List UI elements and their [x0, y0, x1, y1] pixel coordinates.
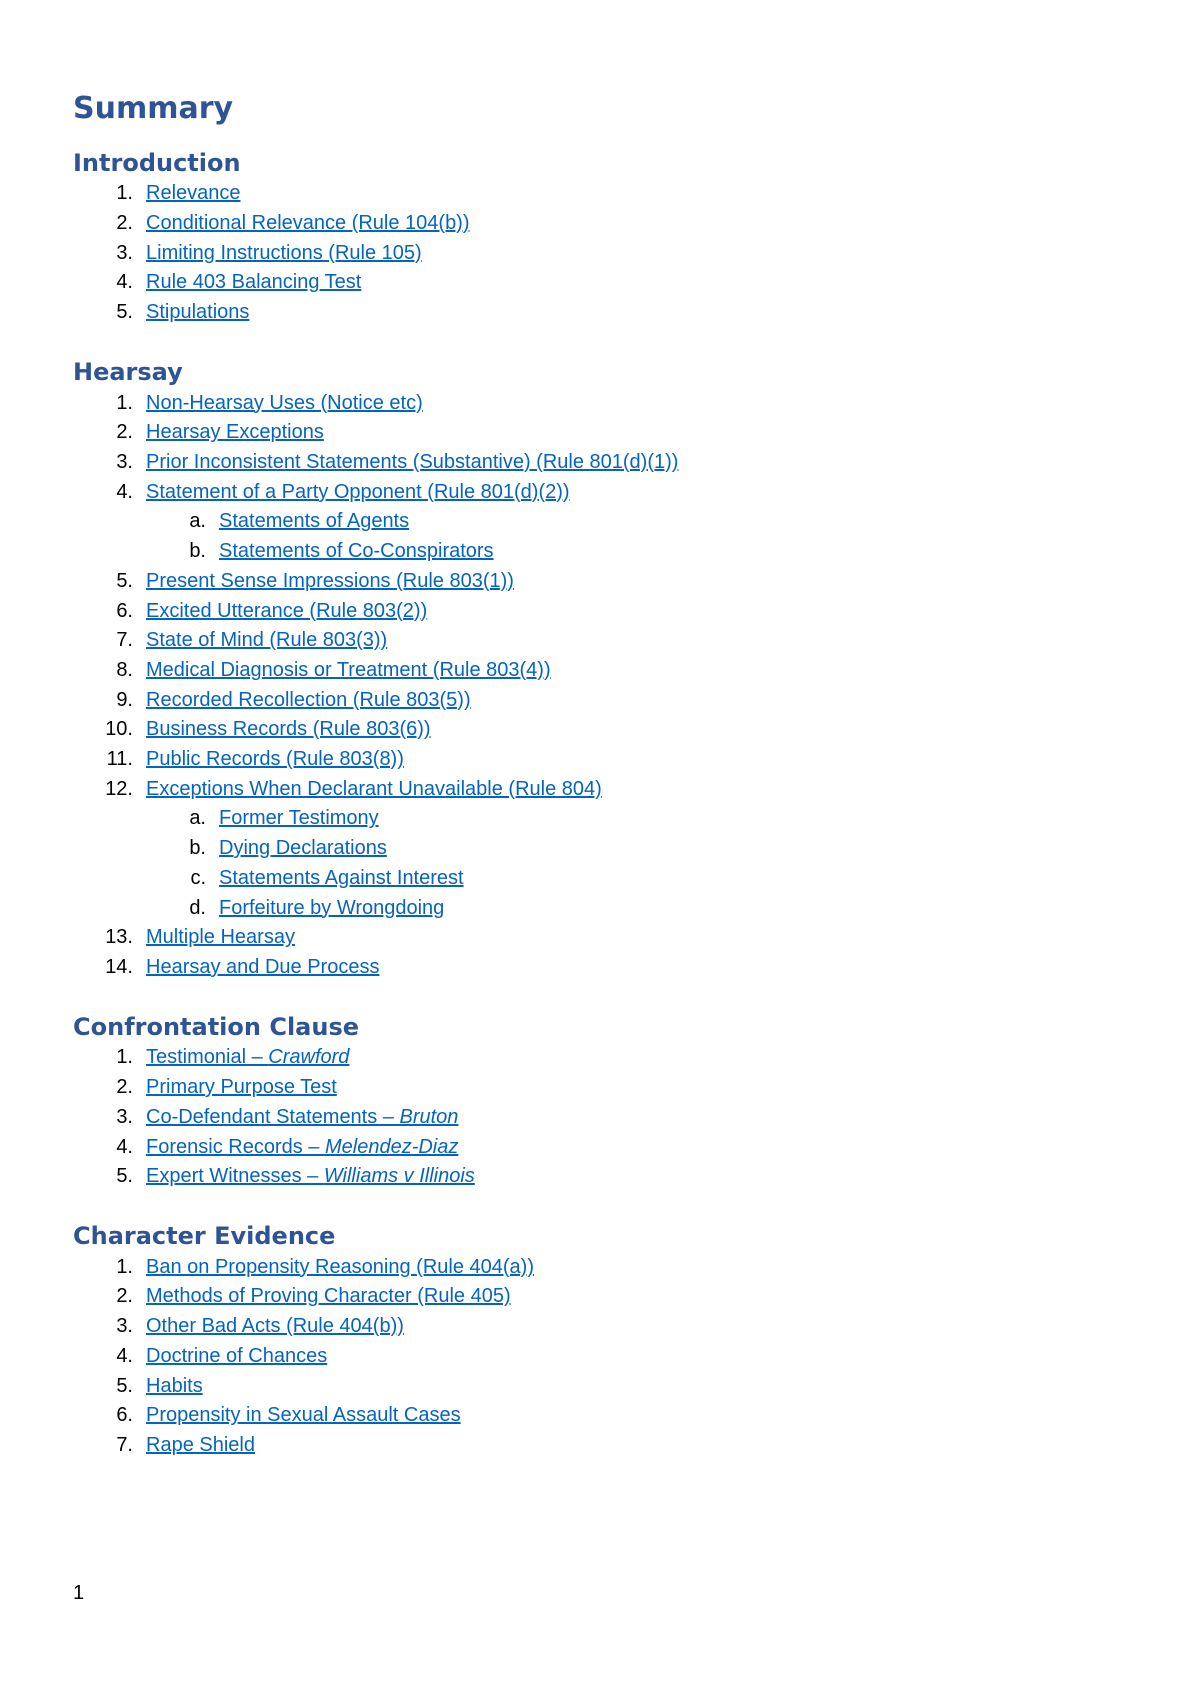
toc-link-text: Public Records (Rule 803(8))	[146, 748, 404, 771]
list-number: 4.	[116, 480, 133, 503]
toc-link-text: Expert Witnesses –	[146, 1165, 324, 1188]
toc-sublink[interactable]: Statements of Co-Conspirators	[219, 540, 494, 563]
toc-item	[73, 775, 1133, 805]
toc-item	[73, 1372, 1133, 1402]
toc-subitem	[73, 804, 1133, 834]
list-letter: a.	[189, 807, 206, 830]
list-number: 12.	[105, 777, 133, 800]
toc-item	[73, 923, 1133, 953]
toc-link[interactable]	[146, 421, 324, 443]
toc-link[interactable]	[146, 1136, 458, 1158]
list-number: 1.	[116, 1255, 133, 1278]
toc-link[interactable]	[146, 718, 431, 740]
toc-link[interactable]	[146, 212, 470, 234]
toc-link[interactable]	[146, 1375, 203, 1397]
toc-item	[73, 1103, 1133, 1133]
toc-item	[73, 953, 1133, 983]
list-number: 2.	[116, 1285, 133, 1308]
list-number: 4.	[116, 271, 133, 294]
toc-link[interactable]	[146, 1076, 337, 1098]
toc-list	[73, 1043, 1133, 1192]
toc-link[interactable]	[146, 778, 602, 800]
case-name: Crawford	[268, 1046, 350, 1069]
toc-link-text: Hearsay and Due Process	[146, 955, 380, 978]
list-number: 8.	[116, 658, 133, 681]
list-number: 1.	[116, 182, 133, 205]
toc-item	[73, 1162, 1133, 1192]
page-number: 1	[73, 1582, 85, 1604]
toc-sublink[interactable]: Former Testimony	[219, 807, 379, 830]
toc-link-text: Medical Diagnosis or Treatment (Rule 803(4))	[146, 658, 551, 681]
toc-item	[73, 745, 1133, 775]
toc-item	[73, 1401, 1133, 1431]
toc-subitem	[73, 537, 1133, 567]
toc-link[interactable]	[146, 1256, 534, 1278]
toc-link[interactable]	[146, 659, 551, 681]
toc-item	[73, 418, 1133, 448]
list-number: 2.	[116, 1076, 133, 1099]
list-number: 14.	[105, 955, 133, 978]
toc-link-text: Stipulations	[146, 301, 250, 324]
list-number: 5.	[116, 301, 133, 324]
list-number: 1.	[116, 1046, 133, 1069]
toc-link[interactable]	[146, 242, 422, 264]
list-number: 4.	[116, 1344, 133, 1367]
list-number: 5.	[116, 1165, 133, 1188]
toc-item	[73, 1073, 1133, 1103]
toc-link-text: Co-Defendant Statements –	[146, 1105, 400, 1128]
toc-link-text: Relevance	[146, 182, 241, 205]
toc-link-text: State of Mind (Rule 803(3))	[146, 629, 388, 652]
toc-link-text: Exceptions When Declarant Unavailable (Rule 804)	[146, 777, 602, 800]
table-of-contents	[73, 149, 1133, 1461]
list-number: 5.	[116, 1374, 133, 1397]
list-number: 9.	[116, 688, 133, 711]
toc-item	[73, 179, 1133, 209]
toc-link-text: Doctrine of Chances	[146, 1344, 328, 1367]
section-heading: Hearsay	[73, 357, 183, 386]
toc-link-text: Prior Inconsistent Statements (Substantive) (Rule 801(d)(1))	[146, 451, 679, 474]
section-heading: Confrontation Clause	[73, 1012, 360, 1041]
list-number: 7.	[116, 629, 133, 652]
toc-link[interactable]	[146, 926, 295, 948]
toc-link[interactable]	[146, 1165, 475, 1187]
list-number: 2.	[116, 421, 133, 444]
list-number: 1.	[116, 391, 133, 414]
toc-item	[73, 478, 1133, 508]
list-number: 5.	[116, 569, 133, 592]
toc-subitem	[73, 507, 1133, 537]
toc-link[interactable]	[146, 748, 404, 770]
toc-link[interactable]	[146, 301, 249, 323]
toc-link-text: Excited Utterance (Rule 803(2))	[146, 599, 428, 622]
toc-link-text: Methods of Proving Character (Rule 405)	[146, 1285, 511, 1308]
toc-link-text: Forensic Records –	[146, 1135, 325, 1158]
list-number: 3.	[116, 241, 133, 264]
toc-list	[73, 1253, 1133, 1461]
list-number: 13.	[105, 926, 133, 949]
toc-link[interactable]	[146, 1434, 255, 1456]
list-number: 10.	[105, 718, 133, 741]
toc-link[interactable]	[146, 600, 427, 622]
toc-item	[73, 715, 1133, 745]
toc-item	[73, 686, 1133, 716]
toc-section	[73, 1013, 1133, 1192]
toc-item	[73, 567, 1133, 597]
toc-link-text: Present Sense Impressions (Rule 803(1))	[146, 569, 514, 592]
toc-link-text: Limiting Instructions (Rule 105)	[146, 241, 422, 264]
toc-link[interactable]	[146, 1285, 511, 1307]
toc-item	[73, 298, 1133, 328]
toc-link-text: Ban on Propensity Reasoning (Rule 404(a))	[146, 1255, 534, 1278]
toc-item	[73, 268, 1133, 298]
toc-sublink[interactable]: Statements of Agents	[219, 510, 410, 533]
toc-link-text: Propensity in Sexual Assault Cases	[146, 1404, 461, 1427]
list-number: 3.	[116, 451, 133, 474]
document-page	[73, 92, 1133, 1491]
section-heading: Introduction	[73, 148, 241, 177]
toc-link-text: Rape Shield	[146, 1434, 255, 1456]
toc-link-text: Primary Purpose Test	[146, 1076, 337, 1099]
toc-link[interactable]	[146, 1345, 327, 1367]
toc-item	[73, 1342, 1133, 1372]
document-title: Summary	[73, 91, 234, 126]
list-number: 3.	[116, 1315, 133, 1338]
case-name: Williams v Illinois	[323, 1165, 475, 1188]
toc-link-text: Hearsay Exceptions	[146, 421, 324, 444]
list-number: 6.	[116, 1404, 133, 1427]
toc-item	[73, 597, 1133, 627]
toc-link[interactable]	[146, 570, 514, 592]
toc-link[interactable]	[146, 481, 570, 503]
list-number: 11.	[106, 748, 133, 771]
toc-item	[73, 656, 1133, 686]
toc-link[interactable]	[146, 1106, 458, 1128]
toc-link-text: Non-Hearsay Uses (Notice etc)	[146, 391, 423, 414]
toc-item	[73, 1312, 1133, 1342]
toc-link[interactable]	[146, 689, 471, 711]
list-number: 2.	[116, 212, 133, 234]
toc-link-text: Multiple Hearsay	[146, 926, 295, 949]
toc-item	[73, 1133, 1133, 1163]
list-number: 7.	[116, 1434, 133, 1456]
toc-sublink[interactable]: Forfeiture by Wrongdoing	[219, 896, 445, 919]
toc-link[interactable]	[146, 451, 678, 473]
toc-link-text: Habits	[146, 1374, 203, 1397]
toc-sublink[interactable]: Statements Against Interest	[219, 866, 464, 889]
list-letter: b.	[189, 837, 206, 860]
toc-link-text: Rule 403 Balancing Test	[146, 271, 362, 294]
list-number: 6.	[116, 599, 133, 622]
toc-link-text: Testimonial –	[146, 1046, 269, 1069]
list-letter: b.	[189, 540, 206, 563]
toc-item	[73, 239, 1133, 269]
toc-link[interactable]	[146, 392, 423, 414]
case-name: Bruton	[399, 1105, 459, 1128]
toc-link[interactable]	[146, 1315, 404, 1337]
toc-link[interactable]	[146, 1046, 349, 1068]
toc-link-text: Statement of a Party Opponent (Rule 801(d)(2))	[146, 480, 570, 503]
toc-link-text: Recorded Recollection (Rule 803(5))	[146, 688, 471, 711]
toc-subitem	[73, 834, 1133, 864]
toc-subitem	[73, 894, 1133, 924]
case-name: Melendez-Diaz	[324, 1135, 459, 1158]
toc-list	[73, 389, 1133, 983]
toc-section	[73, 149, 1133, 328]
toc-link-text: Business Records (Rule 803(6))	[146, 718, 431, 741]
toc-item	[73, 1043, 1133, 1073]
list-number: 3.	[116, 1105, 133, 1128]
toc-link-text: Conditional Relevance (Rule 104(b))	[146, 212, 470, 234]
toc-link-text: Other Bad Acts (Rule 404(b))	[146, 1315, 404, 1338]
toc-link[interactable]	[146, 271, 361, 293]
toc-item	[73, 1431, 1133, 1461]
list-letter: a.	[189, 510, 206, 533]
list-number: 4.	[116, 1135, 133, 1158]
toc-item	[73, 1253, 1133, 1283]
toc-subitem	[73, 864, 1133, 894]
section-heading: Character Evidence	[73, 1221, 336, 1250]
toc-link[interactable]	[146, 182, 241, 204]
list-letter: d.	[189, 896, 206, 919]
toc-link[interactable]	[146, 629, 387, 651]
toc-item	[73, 389, 1133, 419]
toc-item	[73, 626, 1133, 656]
toc-section	[73, 1222, 1133, 1461]
list-letter: c.	[190, 866, 206, 889]
toc-list	[73, 179, 1133, 328]
toc-section	[73, 358, 1133, 983]
toc-link[interactable]	[146, 1404, 461, 1426]
toc-item	[73, 448, 1133, 478]
toc-item	[73, 209, 1133, 239]
toc-item	[73, 1282, 1133, 1312]
toc-link[interactable]	[146, 956, 379, 978]
toc-sublink[interactable]: Dying Declarations	[219, 837, 387, 860]
